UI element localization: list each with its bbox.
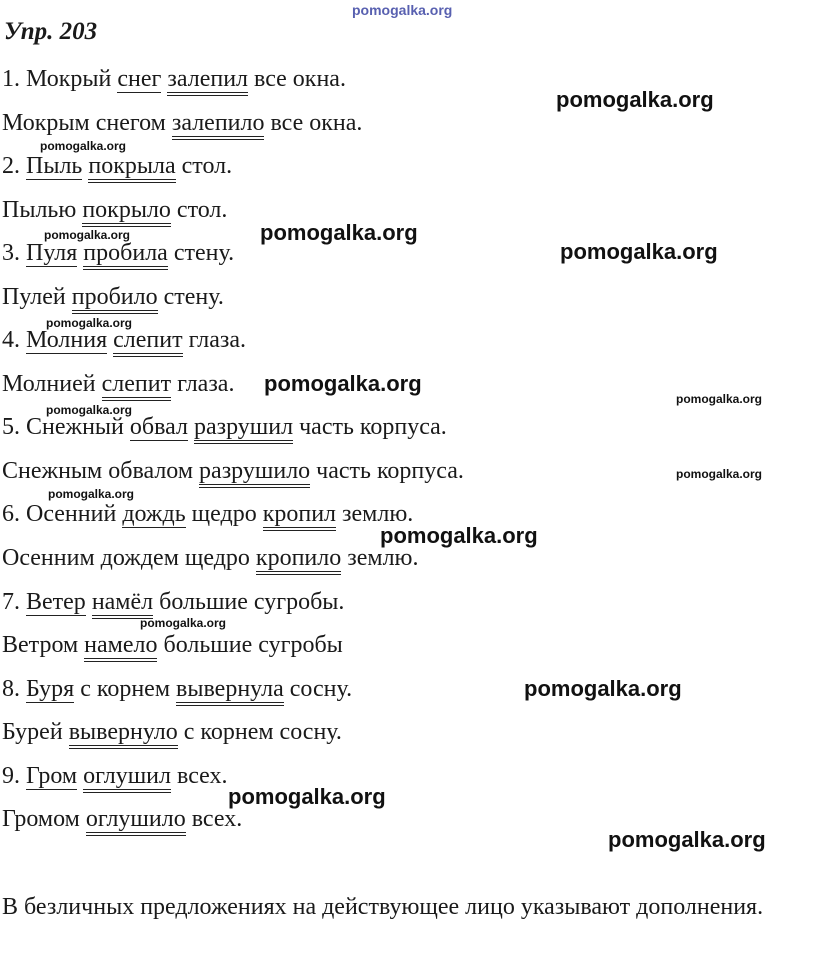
- subject: Ветер: [26, 589, 86, 615]
- predicate: разрушило: [199, 458, 310, 488]
- watermark: pomogalka.org: [40, 139, 127, 153]
- predicate: кропил: [263, 501, 336, 531]
- sentence-9b: Громом оглушило всех.: [2, 804, 242, 834]
- watermark: pomogalka.org: [676, 467, 763, 481]
- predicate: кропило: [256, 545, 341, 575]
- predicate: разрушил: [194, 414, 293, 444]
- sentence-5a: 5. Снежный обвал разрушил часть корпуса.: [2, 412, 447, 442]
- predicate: оглушил: [83, 763, 171, 793]
- predicate: оглушило: [86, 806, 186, 836]
- watermark: pomogalka.org: [46, 316, 133, 330]
- subject: Пуля: [26, 240, 78, 266]
- sentence-8b: Бурей вывернуло с корнем сосну.: [2, 717, 342, 747]
- sentence-1a: 1. Мокрый снег залепил все окна.: [2, 64, 346, 94]
- subject: обвал: [129, 414, 188, 440]
- sentence-9a: 9. Гром оглушил всех.: [2, 761, 227, 791]
- conclusion-text: В безличных предложениях на действующее лицо указывают дополнения.: [2, 894, 764, 920]
- sentence-2b: Пылью покрыло стол.: [2, 195, 227, 225]
- subject: Гром: [26, 763, 78, 789]
- predicate: покрыло: [82, 197, 171, 227]
- exercise-title: Упр. 203: [4, 18, 98, 45]
- sentence-8a: 8. Буря с корнем вывернула сосну.: [2, 674, 352, 704]
- subject: Буря: [26, 676, 75, 702]
- sentence-4b: Молнией слепит глаза.: [2, 369, 234, 399]
- watermark: pomogalka.org: [556, 87, 714, 112]
- sentence-7a: 7. Ветер намёл большие сугробы.: [2, 587, 344, 617]
- watermark: pomogalka.org: [524, 676, 682, 701]
- sentence-6a: 6. Осенний дождь щедро кропил землю.: [2, 499, 413, 529]
- watermark: pomogalka.org: [46, 403, 133, 417]
- subject: Пыль: [26, 153, 83, 179]
- watermark: pomogalka.org: [260, 220, 418, 245]
- sentence-1b: Мокрым снегом залепило все окна.: [2, 108, 362, 138]
- predicate: намело: [84, 632, 157, 662]
- watermark: pomogalka.org: [380, 523, 538, 548]
- predicate: залепил: [167, 66, 248, 96]
- predicate: залепило: [172, 110, 265, 140]
- subject: Молния: [26, 327, 108, 353]
- predicate: намёл: [92, 589, 153, 619]
- predicate: слепит: [102, 371, 171, 401]
- watermark: pomogalka.org: [228, 784, 386, 809]
- text: 1. Мокрый: [2, 66, 118, 92]
- watermark: pomogalka.org: [608, 827, 766, 852]
- sentence-6b: Осенним дождем щедро кропило землю.: [2, 543, 418, 573]
- watermark-top: pomogalka.org: [352, 2, 453, 18]
- predicate: вывернула: [176, 676, 284, 706]
- sentence-7b: Ветром намело большие сугробы: [2, 630, 343, 660]
- watermark: pomogalka.org: [140, 616, 227, 630]
- watermark: pomogalka.org: [44, 228, 131, 242]
- subject: дождь: [122, 501, 186, 527]
- sentence-3b: Пулей пробило стену.: [2, 282, 224, 312]
- sentence-5b: Снежным обвалом разрушило часть корпуса.: [2, 456, 464, 486]
- watermark: pomogalka.org: [676, 392, 763, 406]
- predicate: вывернуло: [69, 719, 178, 749]
- watermark: pomogalka.org: [560, 239, 718, 264]
- predicate: пробила: [83, 240, 168, 270]
- predicate: слепит: [113, 327, 182, 357]
- sentence-2a: 2. Пыль покрыла стол.: [2, 151, 232, 181]
- watermark: pomogalka.org: [264, 371, 422, 396]
- predicate: покрыла: [88, 153, 175, 183]
- sentence-3a: 3. Пуля пробила стену.: [2, 238, 234, 268]
- subject: снег: [117, 66, 162, 92]
- watermark: pomogalka.org: [48, 487, 135, 501]
- predicate: пробило: [72, 284, 158, 314]
- sentence-4a: 4. Молния слепит глаза.: [2, 325, 246, 355]
